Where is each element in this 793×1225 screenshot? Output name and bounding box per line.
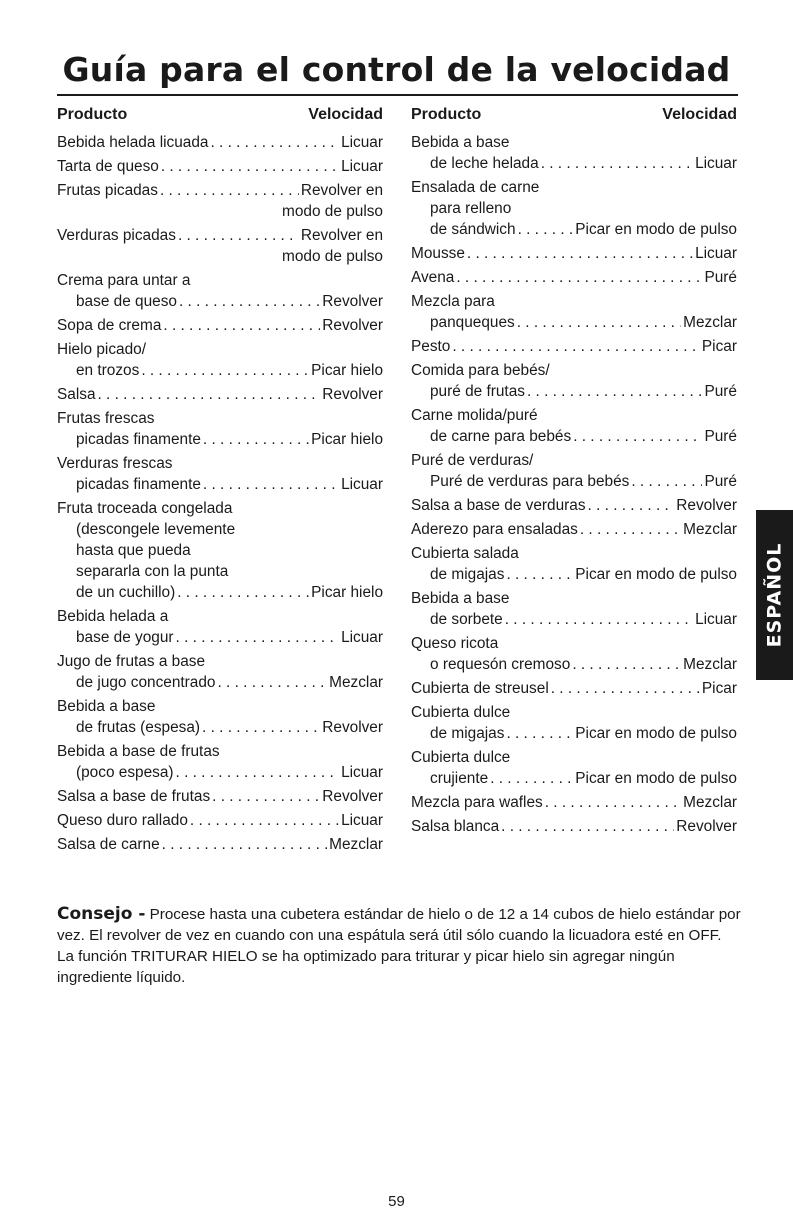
speed-entry: [411, 405, 737, 447]
speed-entry: [411, 702, 737, 744]
speed-value: Picar en modo de pulso: [575, 725, 737, 742]
dot-leader: [506, 723, 573, 744]
product-speed-line: [411, 564, 737, 585]
product-name: Mezcla para wafles: [411, 794, 543, 811]
speed-entry: [411, 747, 737, 789]
product-name: panqueques: [430, 314, 515, 331]
product-speed-line: [411, 426, 737, 447]
product-name: de jugo concentrado: [76, 674, 216, 691]
product-speed-line: [57, 810, 383, 831]
product-line: Puré de verduras/: [411, 452, 534, 469]
dot-leader: [178, 225, 299, 246]
page-title: Guía para el control de la velocidad: [62, 50, 731, 89]
product-name: de sorbete: [430, 611, 503, 628]
product-name: Frutas picadas: [57, 182, 158, 199]
product-speed-line: [411, 243, 737, 264]
product-speed-line: [411, 678, 737, 699]
dot-leader: [176, 762, 340, 783]
dot-leader: [527, 381, 703, 402]
speed-value: Licuar: [341, 812, 383, 829]
speed-value: Licuar: [341, 158, 383, 175]
product-name: base de queso: [76, 293, 177, 310]
product-line: Fruta troceada congelada: [57, 500, 233, 517]
product-line: para relleno: [430, 200, 512, 217]
left-column: [57, 106, 383, 858]
product-speed-line: [57, 672, 383, 693]
product-line: Cubierta dulce: [411, 704, 511, 721]
right-column-header: [411, 106, 737, 132]
speed-entry: [57, 810, 383, 831]
speed-entry: [411, 132, 737, 174]
speed-entry: [411, 792, 737, 813]
dot-leader: [210, 132, 339, 153]
dot-leader: [177, 582, 309, 603]
product-name: Aderezo para ensaladas: [411, 521, 578, 538]
product-line: Ensalada de carne: [411, 179, 540, 196]
speed-value: Revolver: [322, 788, 383, 805]
product-name: Queso duro rallado: [57, 812, 188, 829]
speed-entry: [411, 519, 737, 540]
dot-leader: [98, 384, 321, 405]
product-name: de migajas: [430, 725, 505, 742]
product-line: Bebida a base: [57, 698, 156, 715]
product-name: en trozos: [76, 362, 140, 379]
speed-entry: [411, 177, 737, 240]
speed-value: Mezclar: [683, 794, 737, 811]
speed-entry: [411, 267, 737, 288]
product-speed-line: [411, 654, 737, 675]
speed-value: Picar: [701, 338, 737, 355]
dot-leader: [551, 678, 700, 699]
title-rule: [57, 94, 738, 96]
product-name: (poco espesa): [76, 764, 174, 781]
product-speed-line: [57, 132, 383, 153]
product-speed-line: [57, 762, 383, 783]
speed-value: Licuar: [695, 245, 737, 262]
product-speed-line: [411, 471, 737, 492]
speed-entry: [411, 360, 737, 402]
dot-leader: [203, 474, 339, 495]
dot-leader: [176, 627, 340, 648]
speed-entry: [411, 450, 737, 492]
product-name: de frutas (espesa): [76, 719, 201, 736]
speed-value: Mezclar: [683, 314, 737, 331]
speed-entry: [411, 243, 737, 264]
product-name: Salsa a base de verduras: [411, 497, 586, 514]
product-speed-line: [411, 609, 737, 630]
product-speed-line: [57, 429, 383, 450]
speed-value: Picar hielo: [311, 431, 383, 448]
product-line: Bebida a base: [411, 590, 510, 607]
speed-entry: [57, 408, 383, 450]
speed-entry: [411, 633, 737, 675]
product-header: Producto: [411, 106, 482, 123]
speed-value: Revolver: [322, 293, 383, 310]
dot-leader: [517, 312, 681, 333]
speed-value: Picar: [701, 680, 737, 697]
product-line: Cubierta dulce: [411, 749, 511, 766]
dot-leader: [580, 519, 681, 540]
left-entries: [57, 132, 383, 855]
product-speed-line: [57, 834, 383, 855]
speed-entry: [411, 291, 737, 333]
product-name: Salsa blanca: [411, 818, 500, 835]
dot-leader: [217, 672, 327, 693]
dot-leader: [212, 786, 320, 807]
product-line: Cubierta salada: [411, 545, 519, 562]
speed-value: Revolver: [322, 719, 383, 736]
speed-value: Licuar: [695, 155, 737, 172]
speed-entry: [57, 225, 383, 267]
speed-entry: [57, 156, 383, 177]
speed-entry: [411, 543, 737, 585]
dot-leader: [518, 219, 574, 240]
dot-leader: [456, 267, 702, 288]
speed-entry: [57, 834, 383, 855]
speed-entry: [57, 384, 383, 405]
speed-entry: [411, 816, 737, 837]
page-number: 59: [388, 1193, 405, 1210]
speed-value: Puré: [704, 428, 737, 445]
product-name: Salsa a base de frutas: [57, 788, 211, 805]
product-name: Puré de verduras para bebés: [430, 473, 630, 490]
tip-text: Procese hasta una cubetera estándar de hielo o de 12 a 14 cubos de hielo estándar por vez. El revolver de vez en cuando con una espátula será útil sólo cuando la licuadora esté en OFF. La función TRITURAR HIELO se ha optimizado para triturar y picar hielo sin agregar ningún ingrediente líquido.: [57, 906, 741, 986]
speed-value: Puré: [704, 473, 737, 490]
speed-value: Mezclar: [683, 656, 737, 673]
speed-value: Revolver: [322, 317, 383, 334]
product-speed-line: [57, 156, 383, 177]
product-name: de carne para bebés: [430, 428, 572, 445]
dot-leader: [160, 180, 299, 201]
speed-value: Revolver en: [300, 182, 383, 199]
speed-entry: [57, 339, 383, 381]
right-column: [411, 106, 737, 840]
product-name: crujiente: [430, 770, 489, 787]
speed-value: Revolver: [676, 497, 737, 514]
left-column-header: [57, 106, 383, 132]
product-line: Mezcla para: [411, 293, 495, 310]
product-line: hasta que pueda: [76, 542, 191, 559]
product-line: Carne molida/puré: [411, 407, 538, 424]
dot-leader: [467, 243, 693, 264]
speed-header: Velocidad: [662, 106, 737, 123]
speed-value: Licuar: [341, 629, 383, 646]
product-name: Mousse: [411, 245, 465, 262]
product-name: Cubierta de streusel: [411, 680, 549, 697]
product-speed-line: [57, 360, 383, 381]
dot-leader: [203, 429, 309, 450]
product-name: de leche helada: [430, 155, 539, 172]
speed-entry: [57, 651, 383, 693]
dot-leader: [162, 834, 327, 855]
language-tab: [756, 510, 793, 680]
speed-value: Puré: [704, 383, 737, 400]
product-name: o requesón cremoso: [430, 656, 571, 673]
language-tab-label: ESPAÑOL: [763, 542, 786, 648]
speed-entry: [57, 786, 383, 807]
product-line: (descongele levemente: [76, 521, 236, 538]
dot-leader: [631, 471, 702, 492]
product-speed-line: [57, 384, 383, 405]
product-line: Bebida a base de frutas: [57, 743, 220, 760]
product-name: puré de frutas: [430, 383, 525, 400]
product-speed-line: [411, 153, 737, 174]
speed-value: Mezclar: [683, 521, 737, 538]
speed-value: Mezclar: [329, 674, 383, 691]
dot-leader: [573, 426, 702, 447]
product-speed-line: [411, 792, 737, 813]
dot-leader: [202, 717, 320, 738]
product-speed-line: [57, 180, 383, 201]
product-name: picadas finamente: [76, 476, 201, 493]
product-speed-line: [57, 627, 383, 648]
tip-paragraph: [57, 904, 741, 988]
dot-leader: [545, 792, 681, 813]
product-speed-line: [411, 381, 737, 402]
speed-entry: [411, 588, 737, 630]
right-entries: [411, 132, 737, 837]
speed-value-continued: modo de pulso: [282, 248, 383, 265]
speed-value: Picar en modo de pulso: [575, 770, 737, 787]
dot-leader: [161, 156, 339, 177]
speed-entry: [57, 606, 383, 648]
tip-label: Consejo -: [57, 904, 146, 924]
speed-value: Licuar: [341, 764, 383, 781]
product-speed-line: [411, 768, 737, 789]
product-speed-line: [411, 267, 737, 288]
product-speed-line: [57, 717, 383, 738]
speed-value: Picar en modo de pulso: [575, 221, 737, 238]
dot-leader: [588, 495, 675, 516]
dot-leader: [163, 315, 320, 336]
product-line: Hielo picado/: [57, 341, 146, 358]
product-line: Comida para bebés/: [411, 362, 550, 379]
product-line: Bebida a base: [411, 134, 510, 151]
product-speed-line: [411, 312, 737, 333]
product-name: de sándwich: [430, 221, 516, 238]
speed-value: Mezclar: [329, 836, 383, 853]
product-name: de un cuchillo): [76, 584, 176, 601]
speed-value: Picar hielo: [311, 362, 383, 379]
speed-entry: [57, 132, 383, 153]
product-speed-line: [411, 219, 737, 240]
dot-leader: [190, 810, 339, 831]
product-speed-line: [57, 474, 383, 495]
speed-entry: [411, 678, 737, 699]
product-line: Jugo de frutas a base: [57, 653, 206, 670]
product-line: Queso ricota: [411, 635, 499, 652]
product-line: Bebida helada a: [57, 608, 169, 625]
dot-leader: [506, 564, 573, 585]
product-speed-line: [411, 816, 737, 837]
speed-value: Licuar: [695, 611, 737, 628]
product-line: Frutas frescas: [57, 410, 155, 427]
speed-entry: [411, 336, 737, 357]
product-line: Crema para untar a: [57, 272, 191, 289]
dot-leader: [452, 336, 700, 357]
speed-value: Revolver: [322, 386, 383, 403]
dot-leader: [179, 291, 320, 312]
speed-entry: [57, 315, 383, 336]
speed-value: Picar en modo de pulso: [575, 566, 737, 583]
speed-entry: [57, 270, 383, 312]
product-speed-line: [57, 291, 383, 312]
speed-entry: [57, 696, 383, 738]
product-line: Verduras frescas: [57, 455, 173, 472]
speed-value: Licuar: [341, 476, 383, 493]
dot-leader: [501, 816, 674, 837]
product-speed-line: [57, 786, 383, 807]
product-name: Verduras picadas: [57, 227, 176, 244]
dot-leader: [541, 153, 693, 174]
product-speed-line: [411, 519, 737, 540]
speed-value: Licuar: [341, 134, 383, 151]
speed-value: Puré: [704, 269, 737, 286]
product-speed-line: [57, 582, 383, 603]
speed-entry: [57, 498, 383, 603]
product-name: Salsa de carne: [57, 836, 160, 853]
product-name: Bebida helada licuada: [57, 134, 209, 151]
product-name: de migajas: [430, 566, 505, 583]
speed-header: Velocidad: [308, 106, 383, 123]
product-line: separarla con la punta: [76, 563, 229, 580]
product-speed-line: [411, 336, 737, 357]
product-name: Sopa de crema: [57, 317, 162, 334]
product-speed-line: [411, 495, 737, 516]
product-speed-line: [57, 315, 383, 336]
speed-entry: [57, 741, 383, 783]
product-speed-line: [57, 225, 383, 246]
product-header: Producto: [57, 106, 128, 123]
product-name: Salsa: [57, 386, 96, 403]
speed-value: Revolver en: [300, 227, 383, 244]
speed-value-continued: modo de pulso: [282, 203, 383, 220]
speed-value: Picar hielo: [311, 584, 383, 601]
dot-leader: [490, 768, 573, 789]
dot-leader: [141, 360, 309, 381]
product-name: Pesto: [411, 338, 451, 355]
dot-leader: [572, 654, 681, 675]
product-name: Avena: [411, 269, 455, 286]
speed-entry: [57, 453, 383, 495]
product-name: base de yogur: [76, 629, 174, 646]
product-name: Tarta de queso: [57, 158, 159, 175]
speed-entry: [411, 495, 737, 516]
product-name: picadas finamente: [76, 431, 201, 448]
speed-entry: [57, 180, 383, 222]
product-speed-line: [411, 723, 737, 744]
speed-value: Revolver: [676, 818, 737, 835]
dot-leader: [505, 609, 693, 630]
